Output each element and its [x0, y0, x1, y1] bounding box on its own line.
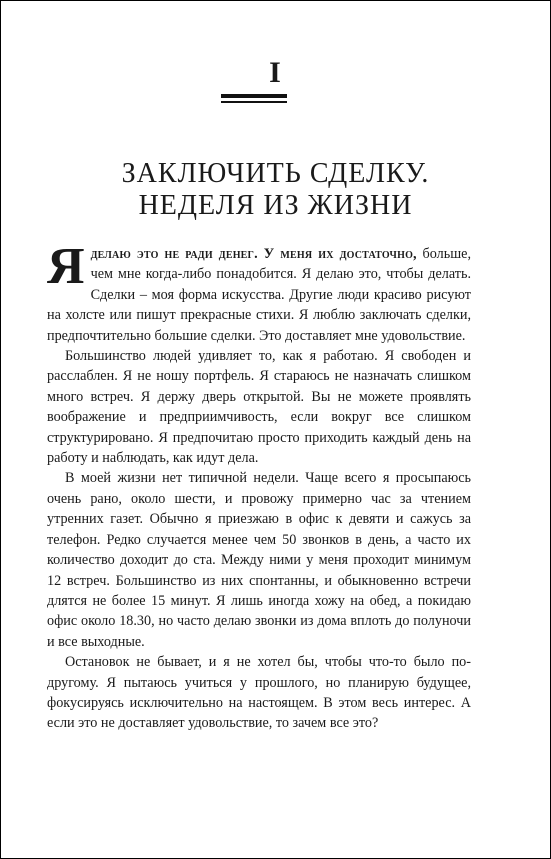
- lead-in-text: делаю это не ради денег. У меня их достаточно,: [90, 246, 417, 262]
- chapter-rule-thick: [221, 94, 287, 98]
- paragraph-4: Остановок не бывает, и я не хотел бы, чтобы что-то было по-другому. Я пытаюсь учиться у прошлого, но планирую будущее, фокусируясь исключительно на настоящем. В этом весь интерес. А если это не доставляет удовольствие, то зачем все это?: [47, 654, 471, 732]
- paragraph-1: [47, 238, 471, 346]
- chapter-title: [1, 158, 550, 222]
- chapter-number: I: [269, 56, 282, 89]
- chapter-rule-thin: [221, 101, 287, 103]
- paragraph-1-text: больше, чем мне когда-либо понадобится. Я делаю это, чтобы делать. Сделки – моя форма искусства. Другие люди красиво рисуют на холсте или пишут прекрасные стихи. Я люблю заключать сделки, предпочтительно большие сделки. Это доставляет мне удовольствие.: [47, 246, 471, 344]
- paragraph-3: В моей жизни нет типичной недели. Чаще всего я просыпаюсь очень рано, около шести, и провожу примерно час за чтением утренних газет. Обычно я приезжаю в офис к девяти и сажусь за телефон. Редко случается менее чем 50 звонков в день, а часто их количество доходит до ста. Между ними у меня проходит минимум 12 встреч. Большинство из них спонтанны, и обыкновенно встречи длятся не более 15 минут. Я лишь иногда хожу на обед, а покидаю офис около 18.30, но часто делаю звонки из дома вплоть до полуночи и все выходные.: [47, 470, 471, 650]
- body-text: [47, 238, 471, 734]
- drop-cap: Я: [47, 238, 85, 295]
- paragraph-2: Большинство людей удивляет то, как я работаю. Я свободен и расслаблен. Я не ношу портфель. Я стараюсь не назначать слишком много встреч. Я держу дверь открытой. Вы не можете проявлять воображение и предприимчивость, если вокруг все слишком структурировано. Я предпочитаю просто приходить каждый день на работу и наблюдать, как идут дела.: [47, 348, 471, 467]
- chapter-title-line-2: НЕДЕЛЯ ИЗ ЖИЗНИ: [138, 189, 413, 221]
- chapter-title-line-1: ЗАКЛЮЧИТЬ СДЕЛКУ.: [121, 157, 430, 189]
